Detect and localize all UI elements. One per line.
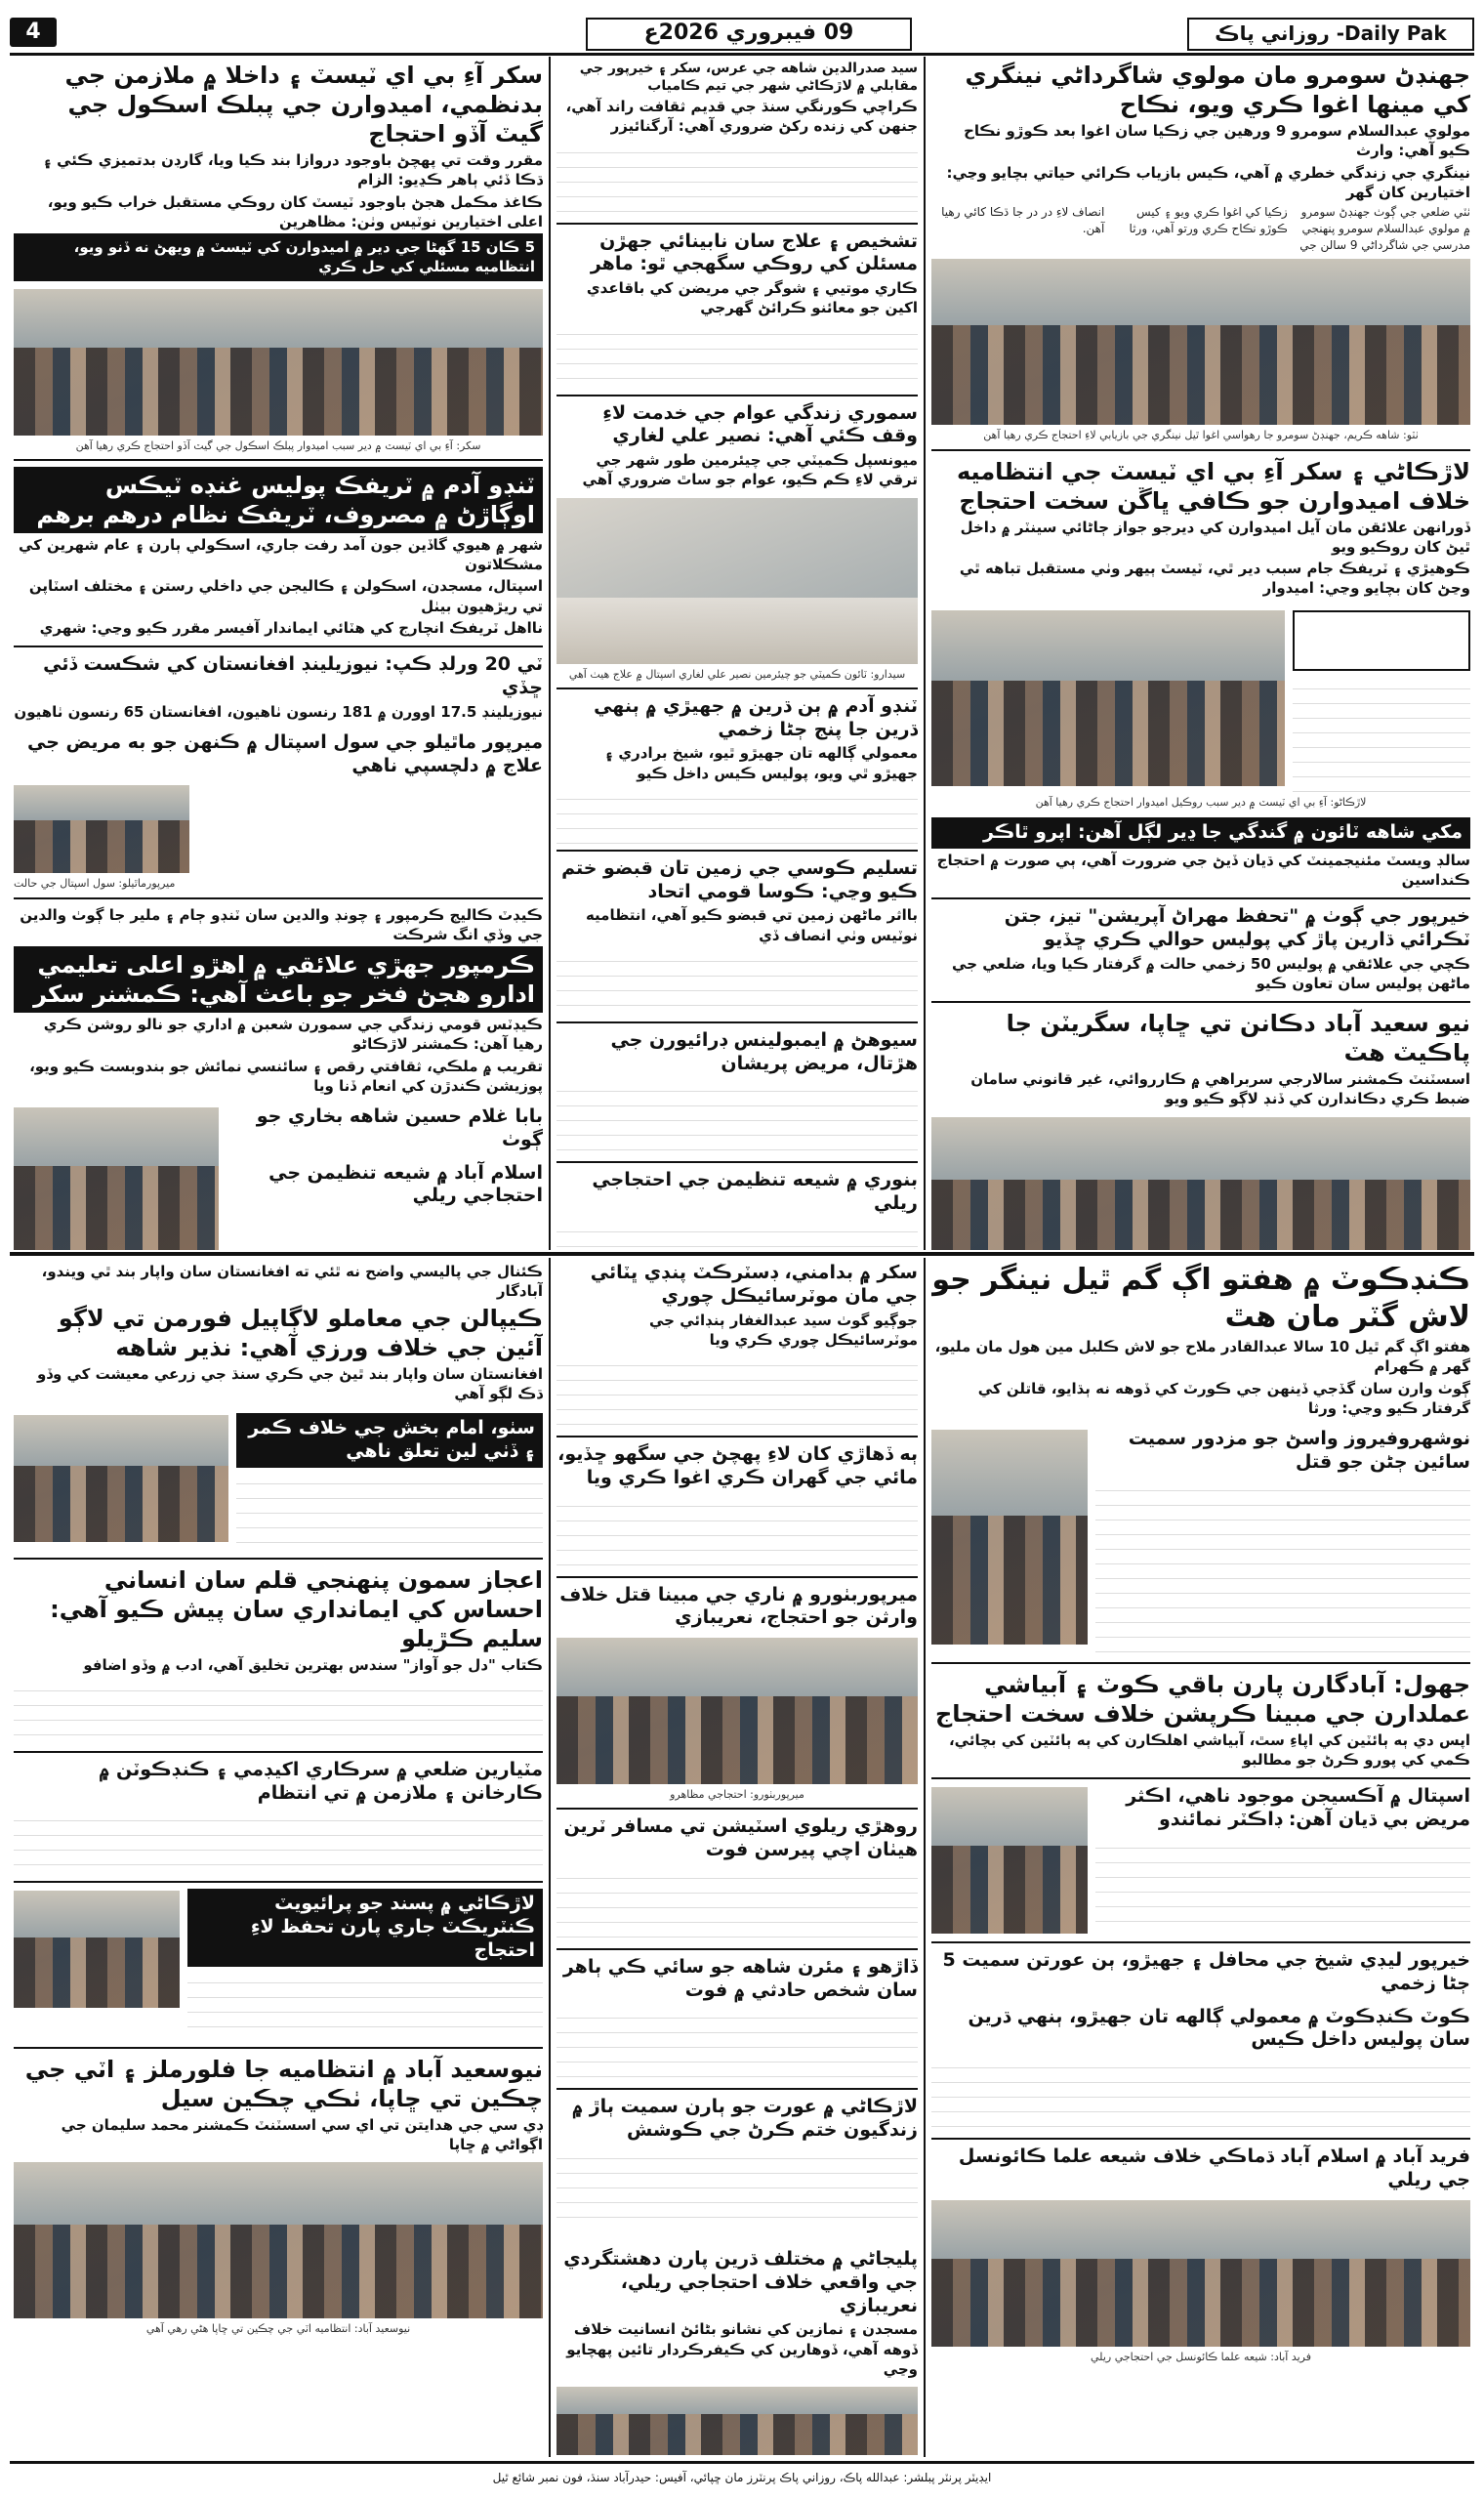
article-matiari-academy — [14, 1757, 543, 1876]
article-ijaz-samoon-book — [14, 1563, 543, 1745]
pilijani-rally-block — [553, 2246, 922, 2456]
subheadline: اسپتال، مسجدن، اسڪولن ۽ ڪاليجن جي داخلي رستن ۽ مختلف اسٽاپن تي ريڙهيون بيٺل — [28, 577, 543, 615]
article-body — [14, 1677, 543, 1745]
article-body — [556, 2145, 918, 2223]
divider — [556, 1576, 918, 1578]
article-civil-hospital — [14, 729, 543, 780]
photo-caption: ميرپورماٿيلو: سول اسپتال جي حالت — [14, 877, 176, 891]
raid-photo — [14, 2162, 543, 2318]
divider — [556, 688, 918, 689]
article-larkana-iba-protest — [931, 455, 1470, 601]
column-divider — [549, 57, 551, 1250]
subheadline: اسسٽنٽ ڪمشنر سالارجي سربراهي ۾ ڪارروائي، غير قانوني سامان ضبط ڪري دڪاندارن کي ڏنڊ لاڳو ڪيو ويو — [970, 1070, 1470, 1108]
article-mirpur-murder-protest — [556, 1582, 918, 1633]
photo-caption: سيدارو: ٽائون ڪميٽي جو چيئرمين نصير علي لغاري اسپتال ۾ علاج هيٺ آهي — [568, 667, 906, 681]
article-body — [931, 2054, 1470, 2132]
top-right-column — [928, 59, 1474, 1250]
divider — [931, 1662, 1470, 1664]
rally-photo — [931, 2200, 1470, 2347]
protest-photo — [931, 259, 1470, 425]
headline: ڏاڙهو ۽ مئرن شاهه جو سائي ڪي ٻاهر سان شخص حادثي ۾ فوت — [562, 1955, 918, 2001]
headline: جهول: آبادگارن پارن باقي ڪوٽ ۽ آبياشي عملدارن جي مبينا ڪرپشن خلاف سخت احتجاج — [934, 1670, 1470, 1728]
subheadline: 5 ڪان 15 گهڻا جي دير ۾ اميدوارن کي ٽيسٽ ۾ ويهڻ نه ڏنو ويو، انتظاميه مسئلي کي حل ڪري — [14, 233, 543, 281]
page-number: 4 — [10, 18, 57, 47]
protest-photo-2 — [931, 610, 1285, 786]
article-traffic-police — [14, 465, 543, 640]
photo-caption: ميرپوربٺورو: احتجاجي مظاهرو — [670, 1788, 804, 1801]
subheadline: تقريب ۾ ملڪي، ثقافتي رقص ۽ سائنسي نمائش جو بندوبست ڪيو ويو، پوزيشن ڪندڙن کي انعام ڏنا ويا — [29, 1057, 543, 1095]
imprint-footer: ايڊيٽر پرنٽر پبلشر: عبدالله پاڪ، روزاني پاڪ پرنٽرز مان ڇپائي، آفيس: حيدرآباد سنڌ، فون نمبر شائع ٿيل — [10, 2461, 1474, 2493]
article-body: ٺٽي ضلعي جي ڳوٺ جهنڊڻ سومرو ۾ مولوي عبدالسلام سومرو پنهنجي مدرسي جي شاگرداڻي 9 سالن جي زڪيا کي اغوا ڪري ويو ۽ کيس ڪوڙو نڪاح ڪري ورتو آهي، ورثا انصاف لاءِ در در جا ڌڪا کائي رهيا آهن. — [941, 205, 1470, 252]
headline: سيد صدرالدين شاهه جي عرس، سکر ۽ خيرپور جي مقابلي ۾ لاڙڪاڻي شهر جي تيم ڪامياب — [579, 61, 918, 94]
article-body — [556, 1864, 918, 1942]
headline: جهنڊڻ سومرو مان مولوي شاگرداڻي نينگري کي مينها اغوا ڪري ويو، نڪاح — [965, 62, 1470, 118]
divider — [14, 1881, 543, 1883]
newspaper-title: روزاني پاڪ -Daily Pak — [1187, 18, 1474, 51]
divider — [14, 1558, 543, 1560]
headline: بنوري ۾ شيعه تنظيمن جي احتجاجي ريلي — [592, 1169, 918, 1215]
subheadline: معمولي ڳالهه تان جهيڙو ٿيو، شيخ برادري ۽ جهيڙو ٿي ويو، پوليس ڪيس داخل ڪيو — [604, 744, 918, 782]
headline: نوشهروفيروز واسڻ جو مزدور سميت سائين ڄڻن جو قتل — [1128, 1428, 1470, 1473]
subheadline: ڏورانهن علائقن مان آيل اميدوارن کي ديرجو جواز ڄاڻائي سينٽر ۾ داخل ٿيڻ کان روڪيو ويو — [960, 518, 1470, 556]
headline: ٽنڊو آدم ۾ ٽريفڪ پوليس غنڊه ٽيڪس اوڳاڙڻ ۾ مصروف، ٽريفڪ نظام درهم برهم — [14, 467, 543, 533]
column-divider — [924, 57, 926, 1250]
article-body — [1095, 1477, 1470, 1652]
divider — [14, 459, 543, 461]
subheadline: مسجدن ۽ نمازين کي نشانو بڻائڻ انسانيت خلاف ڏوهه آهي، ڏوهارين کي ڪيفرڪردار تائين پهچايو وڃي — [566, 2320, 918, 2378]
subheadline: ڪيڊٽس قومي زندگي جي سمورن شعبن ۾ اداري جو نالو روشن ڪري رهيا آهن: ڪمشنر لاڙڪاڻو — [43, 1016, 543, 1054]
headline: سموري زندگي عوام جي خدمت لاءِ وقف ڪئي آهي: نصير علي لغاري — [602, 401, 918, 447]
subheadline: نيوزيلينڊ 17.5 اوورن ۾ 181 رنسون ٺاهيون، افغانستان 65 رنسون ٺاهيون — [14, 702, 543, 721]
divider — [931, 1941, 1470, 1943]
speaker-photo — [931, 1787, 1088, 1934]
headline: روهڙي ريلوي اسٽيشن تي مسافر ٽرين هيٺان اچي پيرسن فوت — [563, 1815, 918, 1861]
subheadline: جوڳيو گوٺ سيد عبدالغفار ٻنڊائي جي موٽرسائيڪل چوري ڪري ويا — [648, 1311, 918, 1349]
article-body — [556, 1218, 918, 1250]
top-left-column — [10, 59, 547, 1250]
article-body — [556, 785, 918, 844]
subheadline: ڪچي جي علائقي ۾ پوليس 50 زخمي حالت ۾ گرفتار ڪيا ويا، ضلعي جي ماڻهن پوليس سان تعاون ڪيو — [952, 954, 1470, 992]
subheadline: ميونسپل ڪميٽي جي چيئرمين طور شهر جي ترقي لاءِ ڪم ڪيو، عوام جو ساٿ ضروري آهي — [582, 451, 918, 489]
article-body — [236, 1470, 543, 1548]
article-khairpur-clash — [931, 1947, 1470, 1998]
victim-photo — [931, 1430, 1088, 1645]
photo-caption: فريد آباد: شيعه علما ڪائونسل جي احتجاجي ريلي — [1091, 2350, 1311, 2363]
article-abduction — [556, 1441, 918, 1570]
headline: ميرپوربٺورو ۾ ناري جي مبينا قتل خلاف وارثن جو احتجاج، نعريبازي — [559, 1583, 918, 1629]
article-khairpur-operation — [931, 903, 1470, 995]
divider — [556, 850, 918, 852]
article-body — [556, 2004, 918, 2082]
headline: سکر آءِ بي اي ٽيسٽ ۽ داخلا ۾ ملازمن جي بدنظمي، اميدوارن جي پبلڪ اسڪول جي گيٽ آڏو احتجاج — [64, 62, 543, 147]
subheadline: ڪيڊٽ ڪاليج ڪرمپور ۽ چونڊ والدين سان ٽنڊو ڄام ۽ ملير جا ڳوٺ والدين جي وڏي انگ شرڪت — [20, 905, 543, 943]
divider — [931, 2138, 1470, 2140]
subheadline: ڪوهيڙي ۽ ٽريفڪ جام سبب دير ٿي، ٽيسٽ ٻيهر وٺي مستقبل تباهه ٿي وڃڻ کان بچايو وڃي: اميدوار — [959, 560, 1470, 598]
issue-date: 09 فيبروري 2026ع — [586, 18, 912, 51]
subheadline: ڪئنال جي پاليسي واضح نه ٿئي ته افغانستان سان واپار بند ٿي ويندو، آبادگار — [41, 1263, 543, 1301]
divider — [556, 395, 918, 396]
article-sukkur-iba-protest — [14, 59, 543, 283]
subheadline: افغانستان سان واپار بند ٿيڻ جي ڪري سنڌ جي زرعي معيشت کي وڏو ڌڪ لڳو آهي — [36, 1364, 543, 1402]
article-accident — [556, 1954, 918, 2083]
article-hospital-oxygen — [1095, 1783, 1470, 1922]
subheadline: ڪاري موتيي ۽ شوگر جي مريضن کي باقاعدي اکين جو معائنو ڪرائڻ گهرجي — [586, 279, 918, 317]
article-rohri-train — [556, 1813, 918, 1942]
headline: اسلام آباد ۾ شيعه تنظيمن جي احتجاجي ريلي — [268, 1161, 543, 1207]
headline: پليجاڻي ۾ مختلف ڌرين پارن دهشتگردي جي واقعي خلاف احتجاجي ريلي، نعريبازي — [563, 2248, 918, 2316]
divider — [14, 897, 543, 899]
brief-text — [1293, 675, 1470, 792]
headline: سکر ۾ بدامني، ڊسٽرڪٽ پنڊي ڀٽائي جي مان موٽرسائيڪل چوري — [590, 1262, 918, 1307]
article-cadet-college — [14, 903, 543, 1099]
half-divider — [10, 1252, 1474, 1256]
subheadline: مقرر وقت تي پهچڻ باوجود دروازا بند ڪيا ويا، گارڊن بدتميزي ڪئي ۽ ڌڪا ڏئي ٻاهر ڪڍيو: الزام — [43, 151, 543, 189]
article-imam-bakhsh — [236, 1411, 543, 1548]
article-body — [556, 139, 918, 217]
article-naushahro-murder — [1095, 1426, 1470, 1652]
headline: فريد آباد ۾ اسلام آباد ڌماڪي خلاف شيعه علما ڪائونسل جي ريلي — [958, 2146, 1470, 2190]
raid-photo — [931, 1117, 1470, 1250]
headline: ڪرمپور جهڙي علائقي ۾ اهڙو اعلى تعليمي ادارو هجڻ فخر جو باعث آهي: ڪمشنر سکر — [14, 946, 543, 1013]
headline: خيرپور ليڊي شيخ جي محافل ۽ جهيڙو، ٻن عورتن سميت 5 ڄڻا زخمي — [942, 1949, 1470, 1994]
column-divider — [549, 1258, 551, 2457]
divider — [556, 1436, 918, 1438]
subheadline: ڪتاب "دل جو آواز" سندس بهترين تخليق آهي، ادب ۾ وڏو اضافو — [83, 1655, 543, 1674]
headline: سٺو، امام بخش جي خلاف ڪمر ۽ ڏٺي لين تعلق ناهي — [236, 1413, 543, 1468]
subheadline: مولوي عبدالسلام سومرو 9 ورهين جي زڪيا سان اغوا بعد ڪوڙو نڪاح ڪيو آهي: وارث — [964, 122, 1470, 160]
headline: ڪوٽ ڪنڊڪوٽ ۾ معمولي ڳالهه تان جهيڙو، ٻنهي ڌرين سان پوليس داخل ڪيس — [968, 2005, 1470, 2051]
subheadline: ڪراچي ڪورنگي سنڌ جي قديم ثقافت راند آهي، جنهن کي زنده رکڻ ضروري آهي: آرگنائيزر — [565, 98, 918, 136]
headline: سيوهڻ ۾ ايمبولينس ڊرائيورن جي هڙتال، مريض پريشان — [610, 1028, 918, 1074]
article-new-saeedabad-raids — [931, 1007, 1470, 1111]
subheadline: سالڊ ويسٽ مئنيجمينٽ کي ڌيان ڏيڻ جي ضرورت آهي، ٻي صورت ۾ احتجاج ڪنداسين — [936, 851, 1470, 889]
article-naseer-laghari — [556, 400, 918, 492]
article-eye-care — [556, 229, 918, 389]
subheadline: ڊي سي جي هدايتن تي اي سي اسسٽنٽ ڪمشنر محمد سليمان جي اڳواڻي ۾ ڇاپا — [61, 2115, 543, 2153]
article-larkana-woman — [556, 2094, 918, 2223]
bottom-right-column — [928, 1260, 1474, 2456]
article-body — [556, 947, 918, 1016]
divider — [14, 1751, 543, 1753]
subheadline: شهر ۾ هيوي گاڏين جون آمد رفت جاري، اسڪولي ٻارن ۽ عام شهرين کي مشڪلاتون — [18, 535, 543, 574]
bottom-left-column — [10, 1260, 547, 2456]
headline: ڪيپالن جي معاملو لاڳاپيل فورمن تي لاڳو آئين جي خلاف ورزي آهي: نذير شاهه — [58, 1304, 543, 1361]
divider — [931, 1777, 1470, 1779]
photo-caption: ٺٽو: شاهه ڪريم، جهنڊڻ سومرو جا رهواسي اغوا ٿيل نينگري جي بازيابي لاءِ احتجاج ڪري رهيا آهن — [983, 429, 1419, 442]
headline: لاڙڪاڻي ۾ عورت جو ٻارن سميت ٻاڙ ۾ زندگيون ختم ڪرڻ جي ڪوشش — [572, 2096, 918, 2142]
headline: ميرپور ماٿيلو جي سول اسپتال ۾ ڪنهن جو به مريض جي علاج ۾ دلچسپي ناهي — [26, 730, 543, 776]
article-johi-protest — [931, 1668, 1470, 1772]
article-larkana-contract — [187, 1887, 543, 2036]
divider — [931, 897, 1470, 899]
article-tando-adam-clash — [556, 693, 918, 844]
divider — [556, 223, 918, 225]
headline: ٻه ڏهاڙي کان لاءِ پهچڻ جي سگهو ڇڏيو، مائي جي گهران ڪري اغوا ڪري ويا — [557, 1443, 918, 1488]
subheadline: ڪاغذ مڪمل هجڻ باوجود ٽيسٽ کان روڪي مستقبل خراب ڪيو ويو، اعلى اختيارين نوٽيس وٺن: مظاهرين — [47, 192, 543, 230]
subheadline: اپس دي ٻه ٻائٽين کي اپاءِ سٿ، آبياشي اهلڪارن کي ٻه ٻائٽين کي بچائي، ڪمي کي پورو ڪرڻ جو مطالبو — [948, 1730, 1470, 1769]
divider — [931, 1001, 1470, 1003]
article-kandhkot-body — [931, 1260, 1470, 1420]
photo-caption: سکر: آءِ بي اي ٽيسٽ ۾ دير سبب اميدوار پبلڪ اسڪول جي گيٽ آڏو احتجاج ڪري رهيا آهن — [75, 438, 481, 452]
top-middle-column — [553, 59, 922, 1250]
divider — [556, 1948, 918, 1950]
hospital-photo — [556, 498, 918, 664]
article-pilijani-rally — [556, 2246, 918, 2381]
brief-box — [1293, 610, 1470, 671]
divider — [556, 1161, 918, 1163]
article-body — [556, 320, 918, 389]
rally-photo — [556, 2387, 918, 2455]
masthead — [10, 14, 1474, 56]
headline: اعجاز سمون پنهنجي قلم سان انساني احساس کي ايمانداري سان پيش ڪيو آهي: سليم ڪڙيلو — [50, 1565, 543, 1652]
headline: ٽنڊو آدم ۾ ٻن ڌرين ۾ جهيڙي ۾ ٻنهي ڌرين جا پنج ڄڻا زخمي — [594, 694, 918, 740]
subheadline: ڳوٺ وارن سان گڏجي ڏينهن جي ڪورٽ کي ڏوهه نه ٻڌايو، قاتلن کي گرفتار ڪيو وڃي: ورثا — [977, 1379, 1470, 1417]
headline: ڪنڊڪوٽ ۾ هفتو اڳ گم ٿيل نينگر جو لاش گٽر مان هٿ — [931, 1263, 1470, 1334]
headline: خيرپور جي ڳوٺ ۾ "تحفظ مهراڻ آپريشن" تيز، جتن ٽڪرائي ڌارين پاڙ کي پوليس حوالي ڪري ڇڏيو — [1004, 905, 1470, 950]
article-faridabad-rally — [931, 2144, 1470, 2194]
article-shrine — [227, 1104, 543, 1154]
headline: نيوسعيد آباد ۾ انتظاميه جا فلورملز ۽ اٽي جي چڪين تي ڇاپا، ٺڪي چڪين سيل — [24, 2055, 543, 2112]
article-makki-shah-garbage — [931, 815, 1470, 892]
headline: تشخيص ۽ علاج سان نابينائي جهڙن مسئلن کي روڪي سگهجي ٿو: ماهر — [590, 229, 918, 275]
subheadline: نينگري جي زندگي خطري ۾ آهي، ڪيس بازياب ڪرائي حياتي بچايو وڃي: اختيارين کان گهر — [946, 163, 1470, 201]
article-t20-cricket — [14, 651, 543, 724]
article-ambulance-strike — [556, 1027, 918, 1156]
article-flour-mill-raids — [14, 2053, 543, 2157]
article-afghan-trade — [14, 1260, 543, 1405]
subheadline: نااهل ٽريفڪ انچارج کي هٽائي ايماندار آفيسر مقرر ڪيو وڃي: شهري — [39, 618, 543, 637]
headline: اسپتال ۾ آڪسيجن موجود ناهي، اڪثر مريض بي ڌيان آهن: ڊاڪٽر نمائندو — [1126, 1785, 1470, 1830]
side-brief — [1289, 606, 1474, 796]
divider — [931, 449, 1470, 451]
article-body — [187, 1969, 543, 2037]
headline: لاڙڪاڻي ۽ سکر آءِ بي اي ٽيسٽ جي انتظاميه خلاف اميدوارن جو ڪافي ڀاڱن سخت احتجاج — [956, 457, 1470, 515]
headline: نيو سعيد آباد دڪانن تي ڇاپا، سگريٽن جا پاڪيٽ هٽ — [1006, 1010, 1470, 1067]
subheadline: بااثر ماڻهن زمين تي قبضو ڪيو آهي، انتظاميه نوٽيس وٺي انصاف ڏي — [585, 906, 918, 944]
divider — [14, 2047, 543, 2049]
divider — [556, 1021, 918, 1023]
headline: لاڙڪاڻي ۾ پسند جو پرائيويٽ ڪنٽريڪٽ جاري پارن تحفظ لاءِ احتجاج — [187, 1889, 543, 1966]
article-body — [556, 1077, 918, 1155]
protest-photo — [14, 289, 543, 436]
subheadline: هفتو اڳ گم ٿيل 10 سالا عبدالقادر ملاح جو لاش ڪلبل مين هول مان مليو، گهر ۾ ڪهرام — [934, 1338, 1470, 1376]
article-islamabad-rally — [227, 1160, 543, 1211]
protest-photo — [14, 1891, 180, 2008]
hospital-photo — [14, 785, 189, 873]
divider — [14, 646, 543, 647]
headline: مکي شاهه ٽائون ۾ گندگي جا ڍير لڳل آهن: اپرو ٿاڪر — [931, 817, 1470, 849]
press-photo — [14, 1415, 228, 1542]
article-jhandan-abduction — [931, 59, 1470, 253]
article-banori-rally — [556, 1167, 918, 1250]
article-kandhkot-clash — [931, 2004, 1470, 2133]
divider — [556, 2088, 918, 2090]
article-body — [556, 1492, 918, 1570]
headline: بابا غلام حسين شاهه بخاري جو ڳوٺ — [256, 1105, 543, 1150]
article-body — [14, 1807, 543, 1875]
column-divider — [924, 1258, 926, 2457]
headline: تسليم ڪوسي جي زمين تان قبضو ختم ڪيو وڃي: ڪوسا قومي اتحاد — [561, 856, 918, 902]
event-photo — [14, 1107, 219, 1250]
article-body — [1095, 1834, 1470, 1922]
divider — [556, 1808, 918, 1810]
headline: ٽي 20 ورلڊ ڪپ: نيوزيلينڊ افغانستان کي شڪست ڏئي ڇڏي — [43, 653, 543, 698]
headline: مٽيارين ضلعي ۾ سرڪاري اکيڊمي ۽ ڪنڊڪوٽن ۾ ڪارخانن ۽ ملازمن ۾ تي انتظام — [99, 1758, 543, 1804]
article-urs-tournament — [556, 59, 918, 217]
article-kosa-land — [556, 855, 918, 1016]
protest-photo — [556, 1638, 918, 1784]
article-sukkur-theft — [556, 1260, 918, 1430]
photo-caption: لاڙڪاڻو: آءِ بي اي ٽيسٽ ۾ دير سبب روڪيل اميدوار احتجاج ڪري رهيا آهن — [1035, 795, 1367, 809]
photo-caption: نيوسعيد آباد: انتظاميه اٽي جي چڪين تي ڇاپا هڻي رهي آهي — [145, 2322, 411, 2335]
article-body — [556, 1352, 918, 1430]
